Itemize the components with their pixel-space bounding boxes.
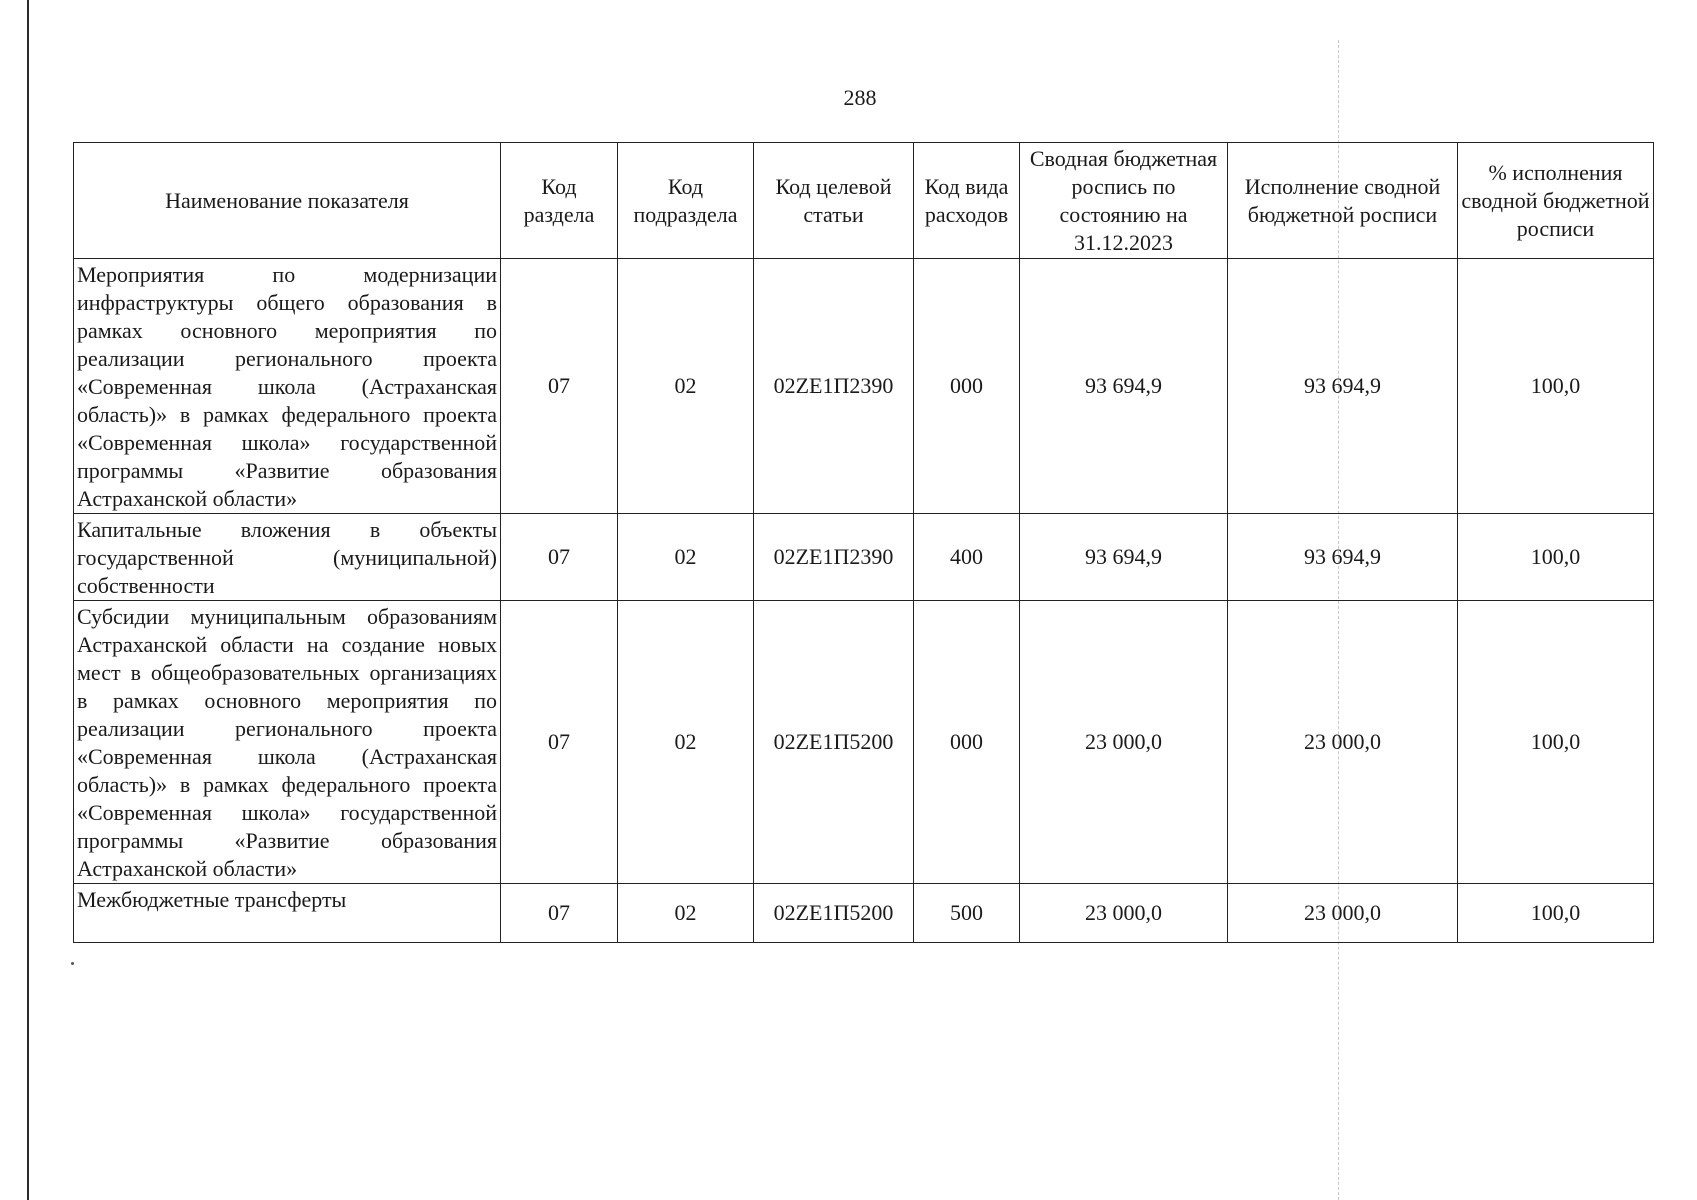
cell-section-code: 07	[501, 601, 618, 884]
cell-execution-percent: 100,0	[1458, 601, 1654, 884]
cell-subsection-code: 02	[618, 514, 754, 601]
budget-execution-table	[73, 142, 1654, 943]
left-margin-line	[27, 0, 29, 1200]
table-row	[74, 514, 1654, 601]
cell-execution-percent: 100,0	[1458, 514, 1654, 601]
cell-execution-percent: 100,0	[1458, 884, 1654, 943]
header-expense-type-code: Код вида расходов	[914, 143, 1020, 259]
cell-subsection-code: 02	[618, 259, 754, 514]
cell-subsection-code: 02	[618, 884, 754, 943]
cell-expense-type-code: 400	[914, 514, 1020, 601]
cell-target-article-code: 02ZE1П2390	[754, 514, 914, 601]
header-indicator-name: Наименование показателя	[74, 143, 501, 259]
cell-budget-plan: 23 000,0	[1020, 601, 1228, 884]
scan-speck	[71, 962, 74, 965]
cell-budget-plan: 23 000,0	[1020, 884, 1228, 943]
cell-indicator-name: Субсидии муниципальным образованиям Астраханской области на создание новых мест в общеобразовательных организациях в рамках основного мероприятия по реализации регионального проекта «Современная школа (Астраханская область)» в рамках федерального проекта «Современная школа» государственной программы «Развитие образования Астраханской области»	[74, 601, 501, 884]
cell-budget-plan: 93 694,9	[1020, 514, 1228, 601]
table-row	[74, 884, 1654, 943]
cell-target-article-code: 02ZE1П5200	[754, 601, 914, 884]
cell-indicator-name: Капитальные вложения в объекты государственной (муниципальной) собственности	[74, 514, 501, 601]
header-budget-plan: Сводная бюджетная роспись по состоянию на 31.12.2023	[1020, 143, 1228, 259]
cell-expense-type-code: 000	[914, 259, 1020, 514]
page-number: 288	[843, 85, 877, 110]
cell-budget-plan: 93 694,9	[1020, 259, 1228, 514]
cell-execution: 23 000,0	[1228, 601, 1458, 884]
cell-indicator-name: Межбюджетные трансферты	[74, 884, 501, 943]
header-subsection-code: Код подраздела	[618, 143, 754, 259]
cell-indicator-name: Мероприятия по модернизации инфраструктуры общего образования в рамках основного мероприятия по реализации регионального проекта «Современная школа (Астраханская область)» в рамках федерального проекта «Современная школа» государственной программы «Развитие образования Астраханской области»	[74, 259, 501, 514]
cell-subsection-code: 02	[618, 601, 754, 884]
cell-execution-percent: 100,0	[1458, 259, 1654, 514]
cell-execution: 93 694,9	[1228, 259, 1458, 514]
table-row	[74, 259, 1654, 514]
header-section-code: Код раздела	[501, 143, 618, 259]
cell-target-article-code: 02ZE1П5200	[754, 884, 914, 943]
cell-expense-type-code: 000	[914, 601, 1020, 884]
table-row	[74, 601, 1654, 884]
table-header-row	[74, 143, 1654, 259]
cell-execution: 23 000,0	[1228, 884, 1458, 943]
header-execution-percent: % исполнения сводной бюджетной росписи	[1458, 143, 1654, 259]
header-target-article-code: Код целевой статьи	[754, 143, 914, 259]
cell-target-article-code: 02ZE1П2390	[754, 259, 914, 514]
cell-execution: 93 694,9	[1228, 514, 1458, 601]
cell-section-code: 07	[501, 514, 618, 601]
cell-section-code: 07	[501, 884, 618, 943]
cell-expense-type-code: 500	[914, 884, 1020, 943]
cell-section-code: 07	[501, 259, 618, 514]
header-execution: Исполнение сводной бюджетной росписи	[1228, 143, 1458, 259]
